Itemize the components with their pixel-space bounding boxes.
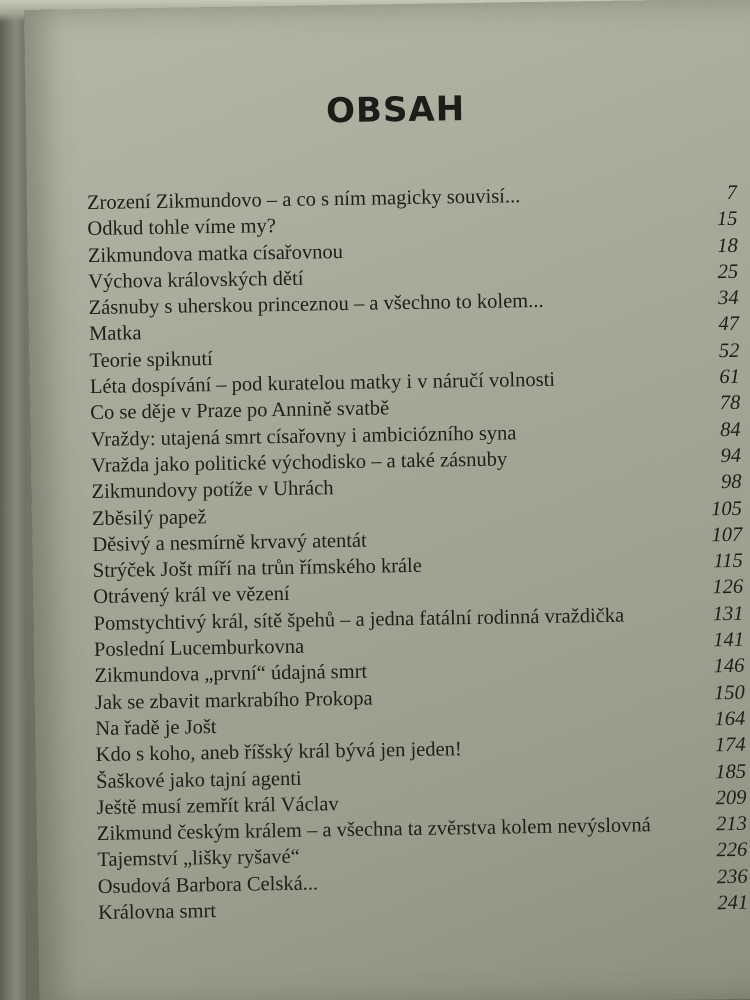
toc-entry-title: Zikmundova „první“ údajná smrt	[94, 661, 368, 688]
toc-entry-page-number: 150	[713, 681, 745, 704]
toc-entry-page-number: 174	[714, 733, 746, 757]
toc-entry-title: Ještě musí zemřít král Václav	[96, 792, 339, 819]
toc-entry-page-number: 18	[717, 234, 738, 257]
toc-entry-page-number: 236	[716, 865, 748, 888]
toc-entry-title: Královna smrt	[98, 900, 217, 924]
toc-entry-title: Šaškové jako tajní agenti	[95, 767, 302, 793]
toc-entry-page-number: 34	[717, 286, 739, 310]
toc-entry-title: Osudová Barbora Celská...	[97, 872, 319, 898]
toc-entry-page-number: 107	[711, 523, 743, 547]
toc-entry-page-number: 126	[712, 576, 744, 599]
toc-entry-title: Matka	[88, 322, 142, 346]
toc-entry-page-number: 131	[712, 602, 744, 626]
toc-entry-title: Zrození Zikmundovo – a co s ním magicky souvisí...	[86, 185, 521, 215]
toc-entry-page-number: 15	[716, 208, 738, 231]
toc-entry-title: Zběsilý papež	[91, 505, 207, 530]
toc-entry-title: Teorie spiknutí	[89, 347, 213, 372]
toc-entry-title: Co se děje v Praze po Annině svatbě	[90, 397, 390, 425]
toc-entry-page-number: 213	[715, 812, 748, 836]
toc-entry-title: Zikmundovy potíže v Uhrách	[91, 477, 334, 504]
toc-entry-page-number: 209	[715, 786, 747, 810]
toc-entry-title: Zikmund českým králem – a všechna ta zvěrstva kolem nevýslovná	[96, 814, 651, 846]
toc-entry-title: Děsivý a nesmírně krvavý atentát	[92, 529, 367, 556]
toc-entry-page-number: 47	[718, 313, 740, 336]
page-title: OBSAH	[325, 89, 466, 132]
toc-entry-page-number: 61	[719, 365, 741, 389]
toc-entry-title: Vraždy: utajená smrt císařovny i ambiciózního syna	[90, 421, 517, 451]
toc-entry-page-number: 105	[710, 497, 743, 520]
book-page	[24, 0, 750, 1000]
toc-entry-title: Odkud tohle víme my?	[87, 215, 277, 241]
toc-entry-page-number: 98	[720, 471, 742, 494]
toc-entry-page-number: 52	[718, 339, 740, 362]
toc-entry-page-number: 141	[713, 628, 745, 652]
toc-entry-title: Výchova královských dětí	[88, 267, 304, 293]
toc-entry-page-number: 164	[714, 707, 746, 731]
toc-entry-page-number: 226	[716, 839, 748, 862]
toc-entry-title: Kdo s koho, aneb říšský král bývá jen jeden!	[95, 738, 462, 767]
toc-entry-page-number: 7	[726, 181, 738, 204]
toc-entry-title: Strýček Jošt míří na trůn římského krále	[92, 554, 423, 583]
toc-entry-page-number: 115	[713, 549, 743, 573]
toc-entry-title: Otrávený král ve vězení	[93, 583, 290, 609]
toc-entry-title: Pomstychtivý král, sítě špehů – a jedna fatální rodinná vraždička	[93, 604, 625, 635]
toc-entry-title: Zásnuby s uherskou princeznou – a všechno to kolem...	[88, 290, 544, 320]
toc-entry-title: Tajemství „lišky ryšavé“	[97, 846, 300, 872]
toc-entry-page-number: 25	[717, 260, 739, 284]
toc-entry-page-number: 146	[713, 655, 745, 678]
toc-entry-title: Zikmundova matka císařovnou	[87, 240, 344, 267]
toc-entry-page-number: 94	[720, 444, 742, 468]
toc-entry-title: Jak se zbavit markrabího Prokopa	[94, 687, 373, 714]
toc-entry-page-number: 84	[720, 418, 741, 441]
toc-entry-title: Na řadě je Jošt	[95, 716, 217, 740]
table-of-contents	[87, 182, 748, 928]
toc-entry-page-number: 78	[719, 392, 741, 415]
toc-entry-page-number: 241	[717, 891, 749, 915]
toc-entry-title: Léta dospívání – pod kuratelou matky i v náručí volnosti	[89, 368, 556, 399]
toc-entry-title: Poslední Lucemburkovna	[93, 635, 305, 662]
toc-entry-page-number: 185	[715, 760, 747, 783]
toc-entry-title: Vražda jako politické východisko – a také zásnuby	[90, 448, 508, 477]
facing-page-edge	[0, 0, 26, 1000]
